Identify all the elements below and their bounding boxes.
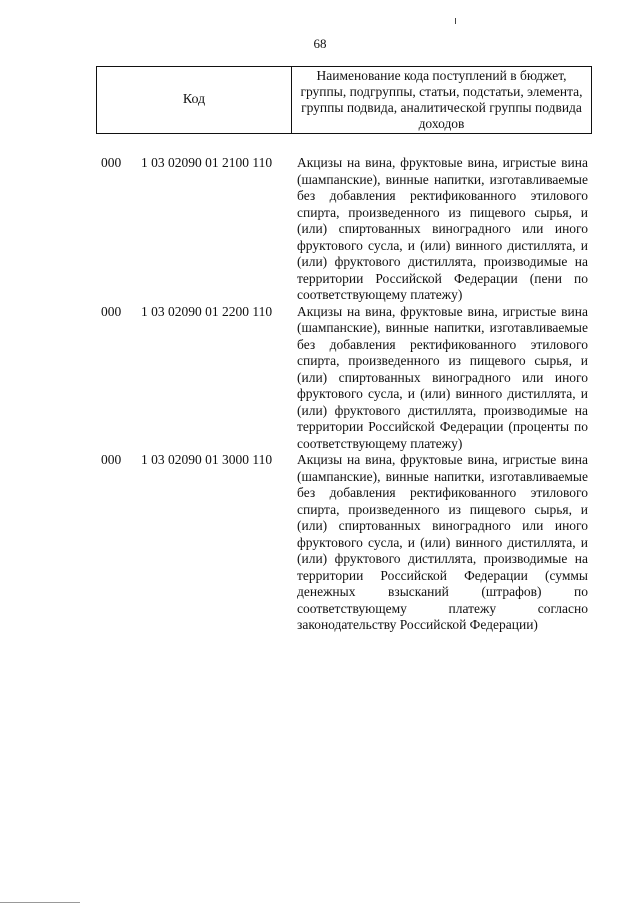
row-description: Акцизы на вина, фруктовые вина, игристые вина (шампанские), винные напитки, изготавливаемые без добавления ректификованного этилового спирта, произведенного из пищевого сырья, и (или) спиртованных виноградного или иного фруктового сусла, и (или) винного дистиллята, и (или) фруктового дистиллята, производимые на территории Российской Федерации (пени по соответствующему платежу) [297,155,588,302]
header-name-cell: Наименование кода поступлений в бюджет, группы, подгруппы, статьи, подстатьи, элемента, группы подвида, аналитической группы подвида доходов [300,68,583,131]
row-admin-code: 000 [101,155,122,170]
row-description: Акцизы на вина, фруктовые вина, игристые вина (шампанские), винные напитки, изготавливаемые без добавления ректификованного этилового спирта, произведенного из пищевого сырья, и (или) спиртованных виноградного или иного фруктового сусла, и (или) винного дистиллята, и (или) фруктового дистиллята, производимые на территории Российской Федерации (проценты по соответствующему платежу) [297,303,588,451]
row-admin-code: 000 [101,452,122,467]
table-row [0,452,640,634]
row-description: Акцизы на вина, фруктовые вина, игристые вина (шампанские), винные напитки, изготавливаемые без добавления ректификованного этилового спирта, произведенного из пищевого сырья, и (или) спиртованных виноградного или иного фруктового сусла, и (или) винного дистиллята, и (или) фруктового дистиллята, производимые на территории Российской Федерации (суммы денежных взысканий (штрафов) по соответствующему платежу согласно законодательству Российской Федерации) [297,452,588,632]
row-revenue-code: 1 03 02090 01 2100 110 [141,155,273,170]
table-body [0,155,640,634]
row-revenue-code: 1 03 02090 01 3000 110 [141,452,273,467]
scan-artifact-mark [455,18,456,24]
row-admin-code: 000 [101,303,122,319]
footer-rule [0,902,80,903]
page-number: 68 [313,36,327,51]
header-code-cell: Код [97,67,292,133]
table-header [96,66,592,134]
row-revenue-code: 1 03 02090 01 2200 110 [141,303,273,319]
table-row [0,155,640,304]
table-row [0,304,640,453]
